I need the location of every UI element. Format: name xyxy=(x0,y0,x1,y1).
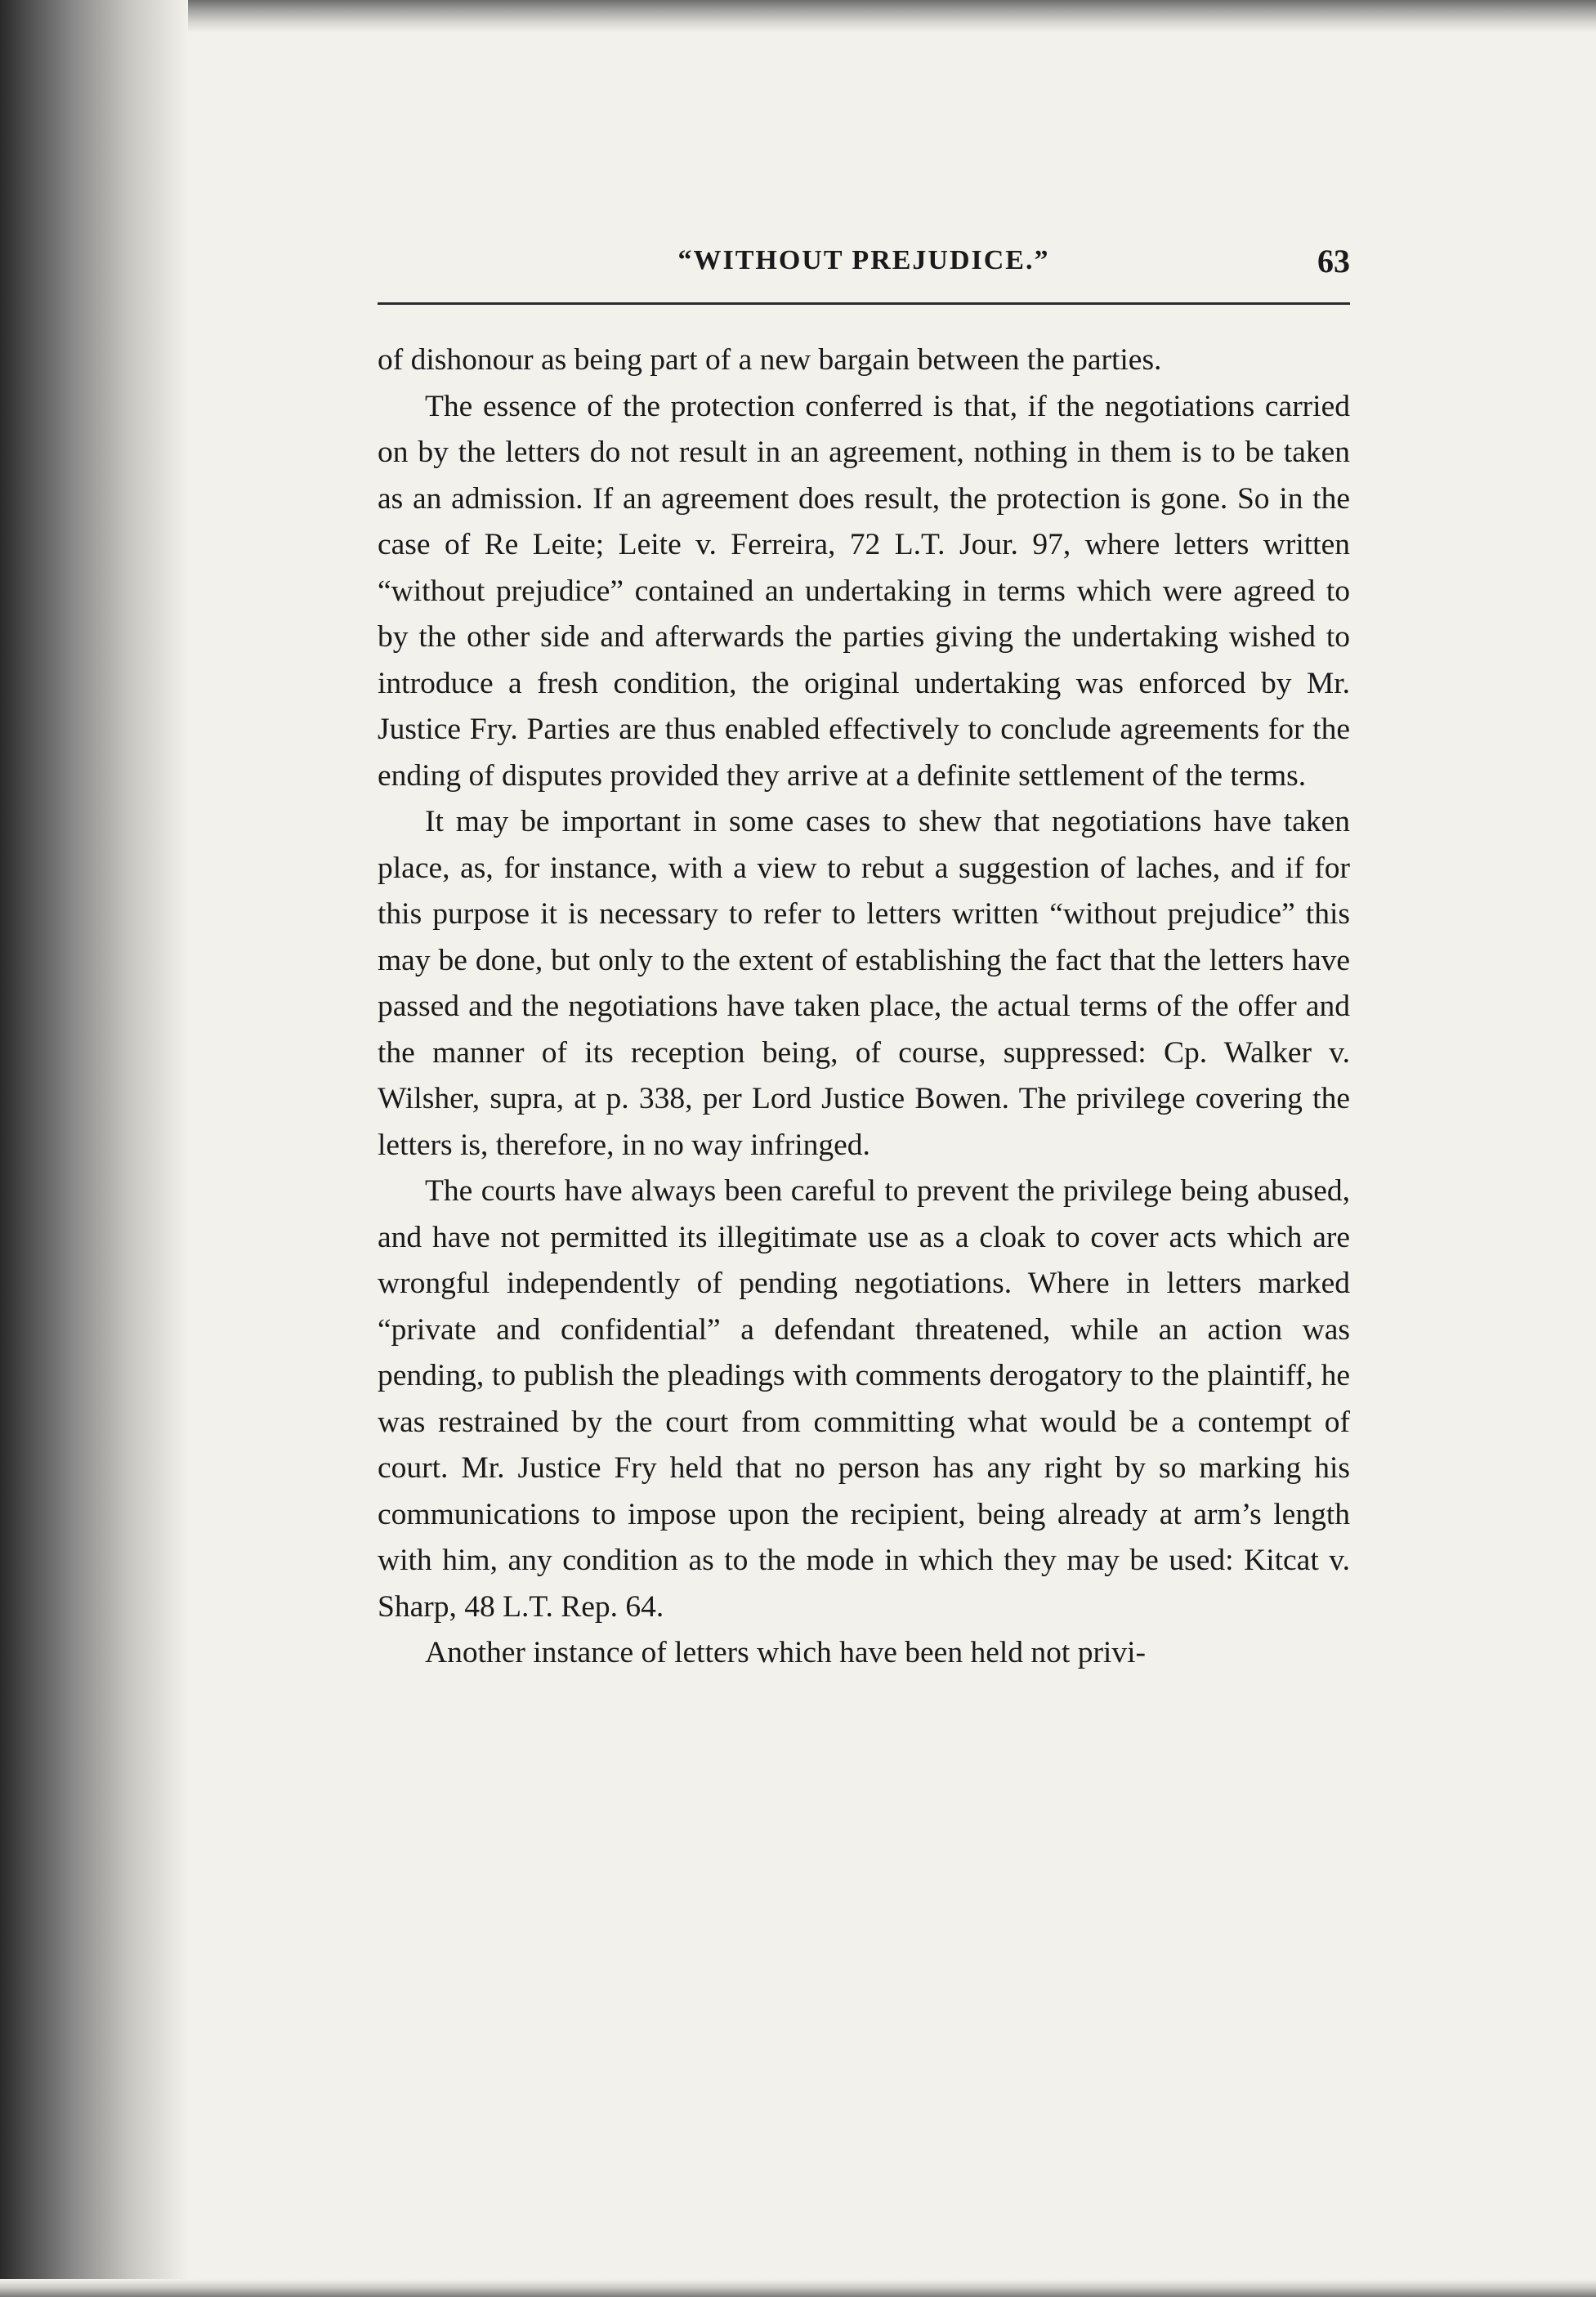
paragraph-abuse: The courts have always been careful to prevent the privilege being abused, and have not permitted its illegitimate use as a cloak to cover acts which are wrongful independently of pending negotiations. Where in letters marked “private and confidential” a defendant threatened, while an action was pending, to publish the pleadings with comments derogatory to the plaintiff, he was restrained by the court from committing what would be a contempt of court. Mr. Justice Fry held that no person has any right by so marking his communications to impose upon the recipient, being already at arm’s length with him, any condition as to the mode in which they may be used: Kitcat v. Sharp, 48 L.T. Rep. 64. xyxy=(378,1174,1350,1624)
scan-binding-edge xyxy=(0,0,188,2297)
scan-top-edge xyxy=(0,0,1596,33)
paragraph-protection: The essence of the protection conferred is that, if the negotiations carried on by the letters do not result in an agreement, nothing in them is to be taken as an admission. If an agreement does result, the protection is gone. So in the case of Re Leite; Leite v. Ferreira, 72 L.T. Jour. 97, where letters written “without prejudice” contained an undertaking in terms which were agreed to by the other side and afterwards the parties giving the undertaking wished to introduce a fresh condition, the original undertaking was enforced by Mr. Justice Fry. Parties are thus enabled effectively to conclude agreements for the ending of disputes provided they arrive at a definite settlement of the terms. xyxy=(378,389,1350,793)
header-rule xyxy=(378,302,1350,305)
page-number: 63 xyxy=(1317,243,1350,279)
paragraph-negotiations: It may be important in some cases to shew that negotiations have taken place, as, for instance, with a view to rebut a suggestion of laches, and if for this purpose it is necessary to refer to letters written “without prejudice” this may be done, but only to the extent of establishing the fact that the letters have passed and the negotiations have taken place, the actual terms of the offer and the manner of its reception being, of course, suppressed: Cp. Walker v. Wilsher, supra, at p. 338, per Lord Justice Bowen. The privilege covering the letters is, therefore, in no way infringed. xyxy=(378,805,1350,1162)
scan-bottom-edge xyxy=(0,2279,1596,2297)
book-page xyxy=(378,245,1350,1677)
paragraph-continuation: of dishonour as being part of a new bargain between the parties. xyxy=(378,343,1162,377)
running-head xyxy=(378,245,1350,294)
paragraph-another-instance: Another instance of letters which have been held not privi- xyxy=(425,1636,1147,1669)
running-title: “WITHOUT PREJUDICE.” xyxy=(677,245,1050,275)
body-text xyxy=(378,337,1350,1677)
